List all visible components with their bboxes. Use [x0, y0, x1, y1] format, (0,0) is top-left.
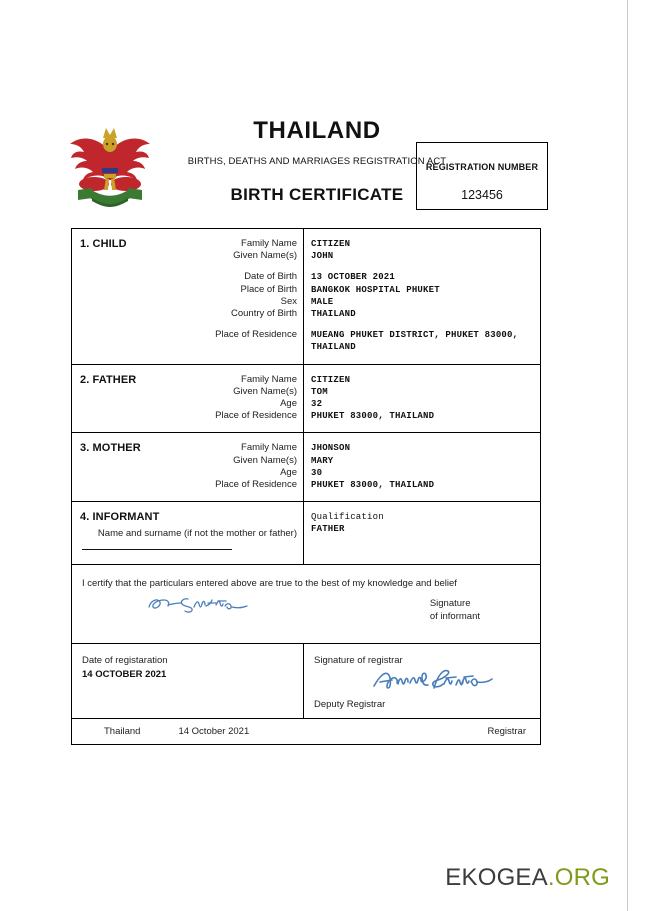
footer-block — [72, 719, 540, 744]
child-labels — [72, 229, 304, 364]
value-child-family-name: CITIZEN — [311, 239, 351, 249]
footer-registrar-label: Registrar — [487, 726, 526, 738]
footer-country: Thailand — [104, 726, 141, 738]
registrar-signature-block — [304, 644, 540, 718]
label-child-family-name: Family Name — [241, 238, 297, 249]
certify-statement: I certify that the particulars entered above are true to the best of my knowledge and belief — [82, 578, 457, 590]
label-child-place-of-residence: Place of Residence — [215, 329, 297, 341]
informant-labels — [72, 502, 304, 564]
label-father-age: Age — [280, 398, 297, 410]
mother-values — [304, 433, 540, 501]
section-mother — [72, 433, 540, 502]
value-child-date-of-birth: 13 OCTOBER 2021 — [311, 272, 396, 283]
informant-values — [304, 502, 540, 564]
label-deputy-registrar: Deputy Registrar — [314, 699, 386, 711]
label-mother-given-names: Given Name(s) — [233, 454, 297, 466]
label-mother-family-name: Family Name — [241, 442, 297, 454]
label-registrar-signature: Signature of registrar — [314, 655, 403, 667]
label-mother-age: Age — [280, 466, 297, 478]
label-informant-qualification: Qualification — [311, 512, 384, 523]
label-father-given-names: Given Name(s) — [233, 385, 297, 397]
value-father-family-name: CITIZEN — [311, 374, 351, 385]
value-child-country-of-birth: THAILAND — [311, 309, 356, 320]
watermark-tld-text: .ORG — [547, 864, 610, 891]
act-subtitle: BIRTHS, DEATHS AND MARRIAGES REGISTRATION ACT — [187, 156, 447, 167]
value-child-given-names: JOHN — [311, 251, 334, 262]
label-child-place-of-birth: Place of Birth — [240, 283, 297, 295]
label-child-date-of-birth: Date of Birth — [244, 271, 297, 283]
informant-signature-icon — [144, 591, 262, 617]
father-labels — [72, 365, 304, 433]
section-father — [72, 365, 540, 434]
section-certify — [72, 565, 540, 644]
child-values — [304, 229, 540, 364]
thailand-garuda-emblem-icon — [62, 118, 158, 214]
ekogea-watermark — [445, 864, 610, 892]
signature-caption-line2: of informant — [429, 610, 480, 622]
certificate-title: BIRTH CERTIFICATE — [230, 185, 404, 204]
mother-section-heading: 3. MOTHER — [80, 442, 141, 455]
value-registration-date: 14 OCTOBER 2021 — [82, 669, 167, 681]
value-mother-given-names: MARY — [311, 455, 334, 466]
label-child-given-names: Given Name(s) — [233, 250, 297, 262]
section-child — [72, 229, 540, 365]
certificate-table — [71, 228, 541, 745]
value-father-given-names: TOM — [311, 386, 328, 397]
value-child-place-of-residence-line2: THAILAND — [311, 342, 356, 353]
document-header — [62, 116, 548, 216]
label-father-family-name: Family Name — [241, 373, 297, 385]
value-mother-age: 30 — [311, 467, 323, 478]
value-mother-family-name: JHONSON — [311, 443, 351, 454]
registration-block — [72, 644, 540, 718]
watermark-main-text: EKOGEA — [445, 864, 548, 891]
father-section-heading: 2. FATHER — [80, 373, 137, 386]
registration-date-block — [72, 644, 304, 718]
value-child-place-of-birth: BANGKOK HOSPITAL PHUKET — [311, 284, 440, 295]
value-child-place-of-residence-line1: MUEANG PHUKET DISTRICT, PHUKET 83000, — [311, 330, 519, 341]
informant-section-heading: 4. INFORMANT — [80, 511, 160, 524]
section-registration — [72, 644, 540, 719]
value-father-place-of-residence: PHUKET 83000, THAILAND — [311, 411, 435, 422]
label-child-country-of-birth: Country of Birth — [231, 308, 297, 320]
signature-caption-line1: Signature — [429, 598, 471, 610]
value-child-sex: MALE — [311, 296, 334, 307]
registration-number-label: REGISTRATION NUMBER — [425, 162, 539, 172]
registration-number-box — [416, 142, 548, 210]
father-values — [304, 365, 540, 433]
registrar-signature-icon — [372, 666, 494, 696]
mother-labels — [72, 433, 304, 501]
registration-number-value: 123456 — [461, 188, 503, 202]
informant-name-input[interactable] — [82, 549, 232, 550]
country-title: THAILAND — [253, 117, 381, 144]
label-father-place-of-residence: Place of Residence — [215, 410, 297, 422]
value-informant-qualification: FATHER — [311, 524, 345, 535]
certify-block — [72, 565, 540, 643]
footer-date: 14 October 2021 — [178, 726, 250, 738]
label-registration-date: Date of registaration — [82, 655, 168, 667]
label-mother-place-of-residence: Place of Residence — [215, 479, 297, 491]
label-child-sex: Sex — [280, 295, 297, 307]
label-informant-name: Name and surname (if not the mother or father) — [97, 528, 297, 540]
value-mother-place-of-residence: PHUKET 83000, THAILAND — [311, 480, 435, 491]
section-footer — [72, 719, 540, 744]
child-section-heading: 1. CHILD — [80, 238, 127, 250]
informant-signature-caption — [430, 598, 480, 622]
section-informant — [72, 502, 540, 565]
value-father-age: 32 — [311, 399, 323, 410]
